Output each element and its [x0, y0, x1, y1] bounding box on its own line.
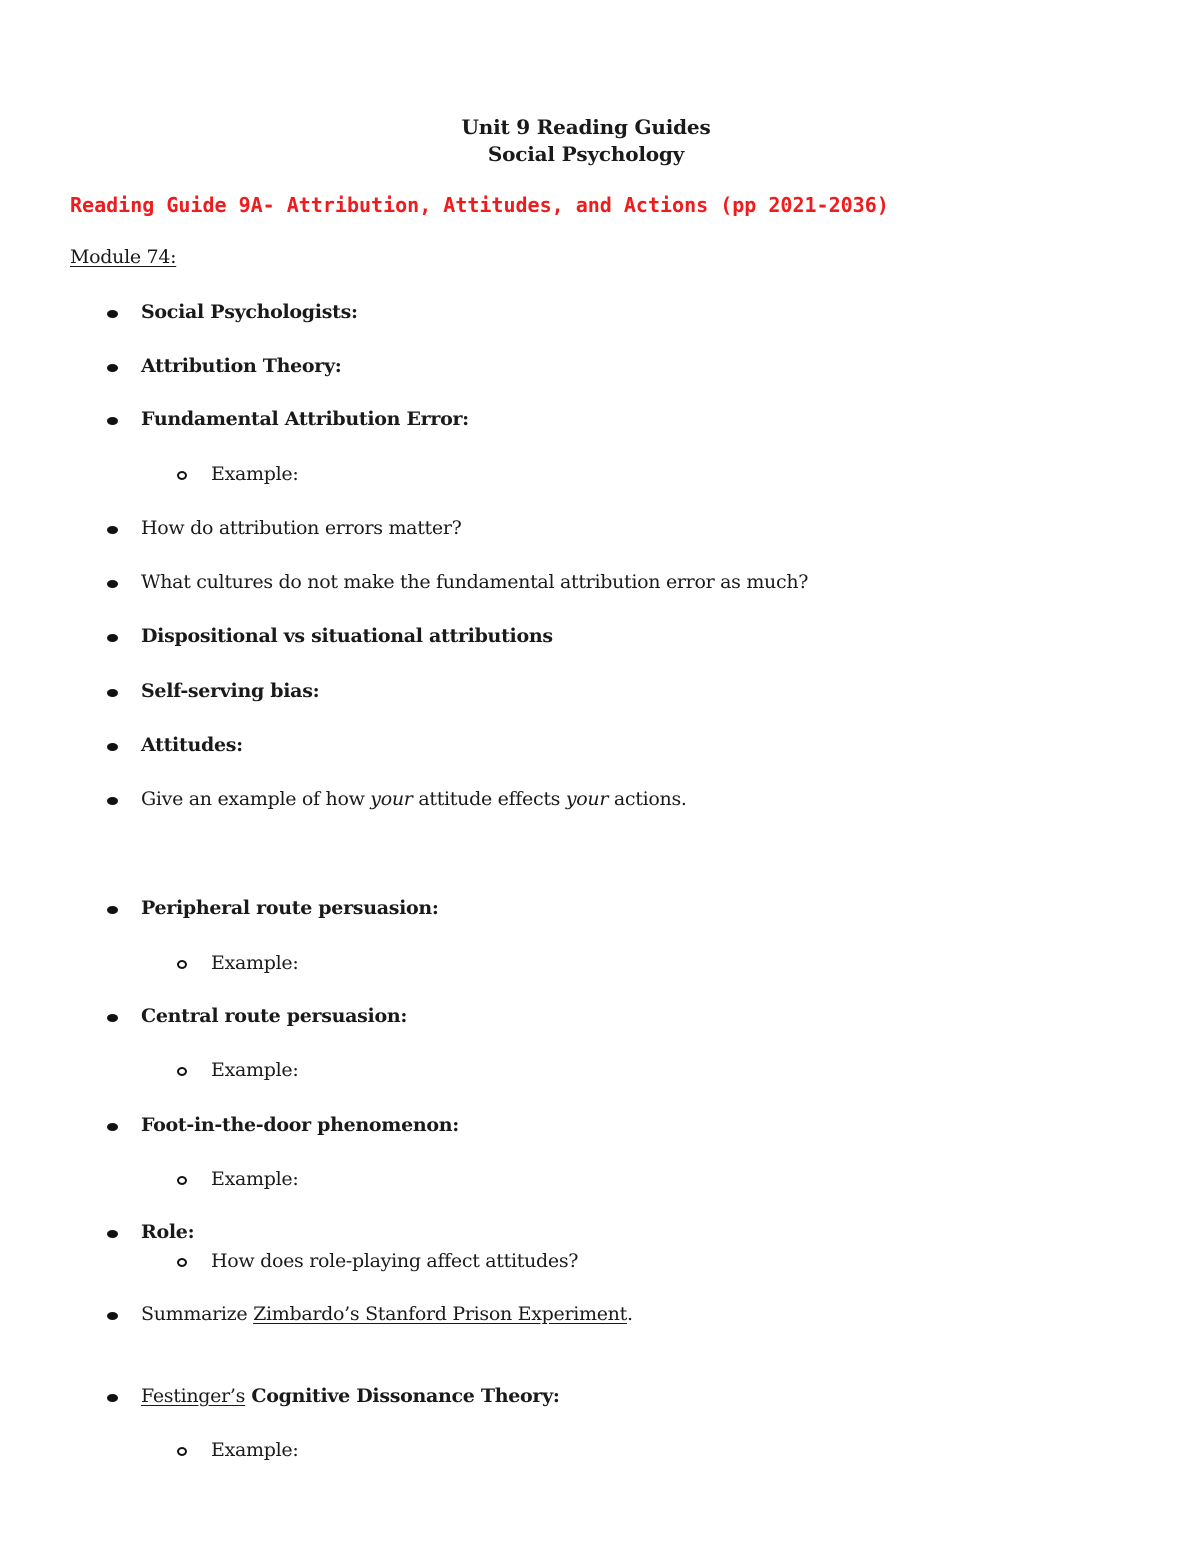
bullet-icon [107, 689, 118, 697]
text-segment: Give an example of how [141, 788, 371, 810]
list-item-peripheral-route: Peripheral route persuasion: [141, 897, 439, 919]
underlined-text: Festinger’s [141, 1385, 246, 1407]
bullet-icon [107, 364, 118, 372]
list-item-role: Role: [141, 1221, 195, 1243]
sub-item-example: Example: [211, 952, 299, 974]
bullet-icon [107, 580, 118, 588]
bold-text: Cognitive Dissonance Theory: [245, 1385, 560, 1407]
bullet-icon [107, 1394, 118, 1402]
sub-item-example: Example: [211, 1168, 299, 1190]
text-segment: Summarize [141, 1303, 254, 1325]
list-item-attitudes: Attitudes: [141, 734, 243, 756]
bullet-icon [107, 1230, 118, 1238]
circle-bullet-icon [177, 960, 187, 969]
sub-item-example: Example: [211, 1059, 299, 1081]
list-item-social-psychologists: Social Psychologists: [141, 301, 358, 323]
document-title: Unit 9 Reading Guides [461, 115, 711, 139]
bullet-icon [107, 906, 118, 914]
text-segment: attitude effects [412, 788, 566, 810]
list-item-self-serving-bias: Self-serving bias: [141, 680, 320, 702]
list-item-cognitive-dissonance [141, 1385, 560, 1407]
bullet-icon [107, 310, 118, 318]
emphasis-text: your [370, 788, 413, 810]
bullet-icon [107, 417, 118, 425]
circle-bullet-icon [177, 1258, 187, 1267]
bullet-icon [107, 1312, 118, 1320]
circle-bullet-icon [177, 471, 187, 480]
sub-item-example: Example: [211, 463, 299, 485]
bullet-icon [107, 743, 118, 751]
bullet-icon [107, 797, 118, 805]
document-subtitle: Social Psychology [487, 142, 685, 166]
bullet-icon [107, 634, 118, 642]
emphasis-text: your [565, 788, 609, 810]
sub-item-role-playing-question: How does role-playing affect attitudes? [211, 1250, 579, 1272]
list-item-attribution-errors-question: How do attribution errors matter? [141, 517, 462, 539]
list-item-foot-in-the-door: Foot-in-the-door phenomenon: [141, 1114, 459, 1136]
circle-bullet-icon [177, 1447, 187, 1456]
bullet-icon [107, 1123, 118, 1131]
underlined-text: Zimbardo’s Stanford Prison Experiment [253, 1303, 627, 1325]
list-item-cultures-question: What cultures do not make the fundamental attribution error as much? [141, 571, 809, 593]
list-item-fundamental-attribution-error: Fundamental Attribution Error: [141, 408, 469, 430]
list-item-attribution-theory: Attribution Theory: [141, 355, 342, 377]
bullet-icon [107, 1014, 118, 1022]
text-segment: . [626, 1303, 633, 1325]
reading-guide-heading: Reading Guide 9A- Attribution, Attitudes, and Actions (pp 2021-2036) [70, 193, 889, 217]
list-item-central-route: Central route persuasion: [141, 1005, 408, 1027]
sub-item-example: Example: [211, 1439, 299, 1461]
circle-bullet-icon [177, 1067, 187, 1076]
bullet-icon [107, 526, 118, 534]
list-item-dispositional-situational: Dispositional vs situational attributions [141, 625, 553, 647]
list-item-attitude-example-question [141, 788, 687, 810]
text-segment: actions. [608, 788, 687, 810]
module-label: Module 74: [70, 246, 177, 268]
list-item-zimbardo-summary [141, 1303, 633, 1325]
circle-bullet-icon [177, 1176, 187, 1185]
